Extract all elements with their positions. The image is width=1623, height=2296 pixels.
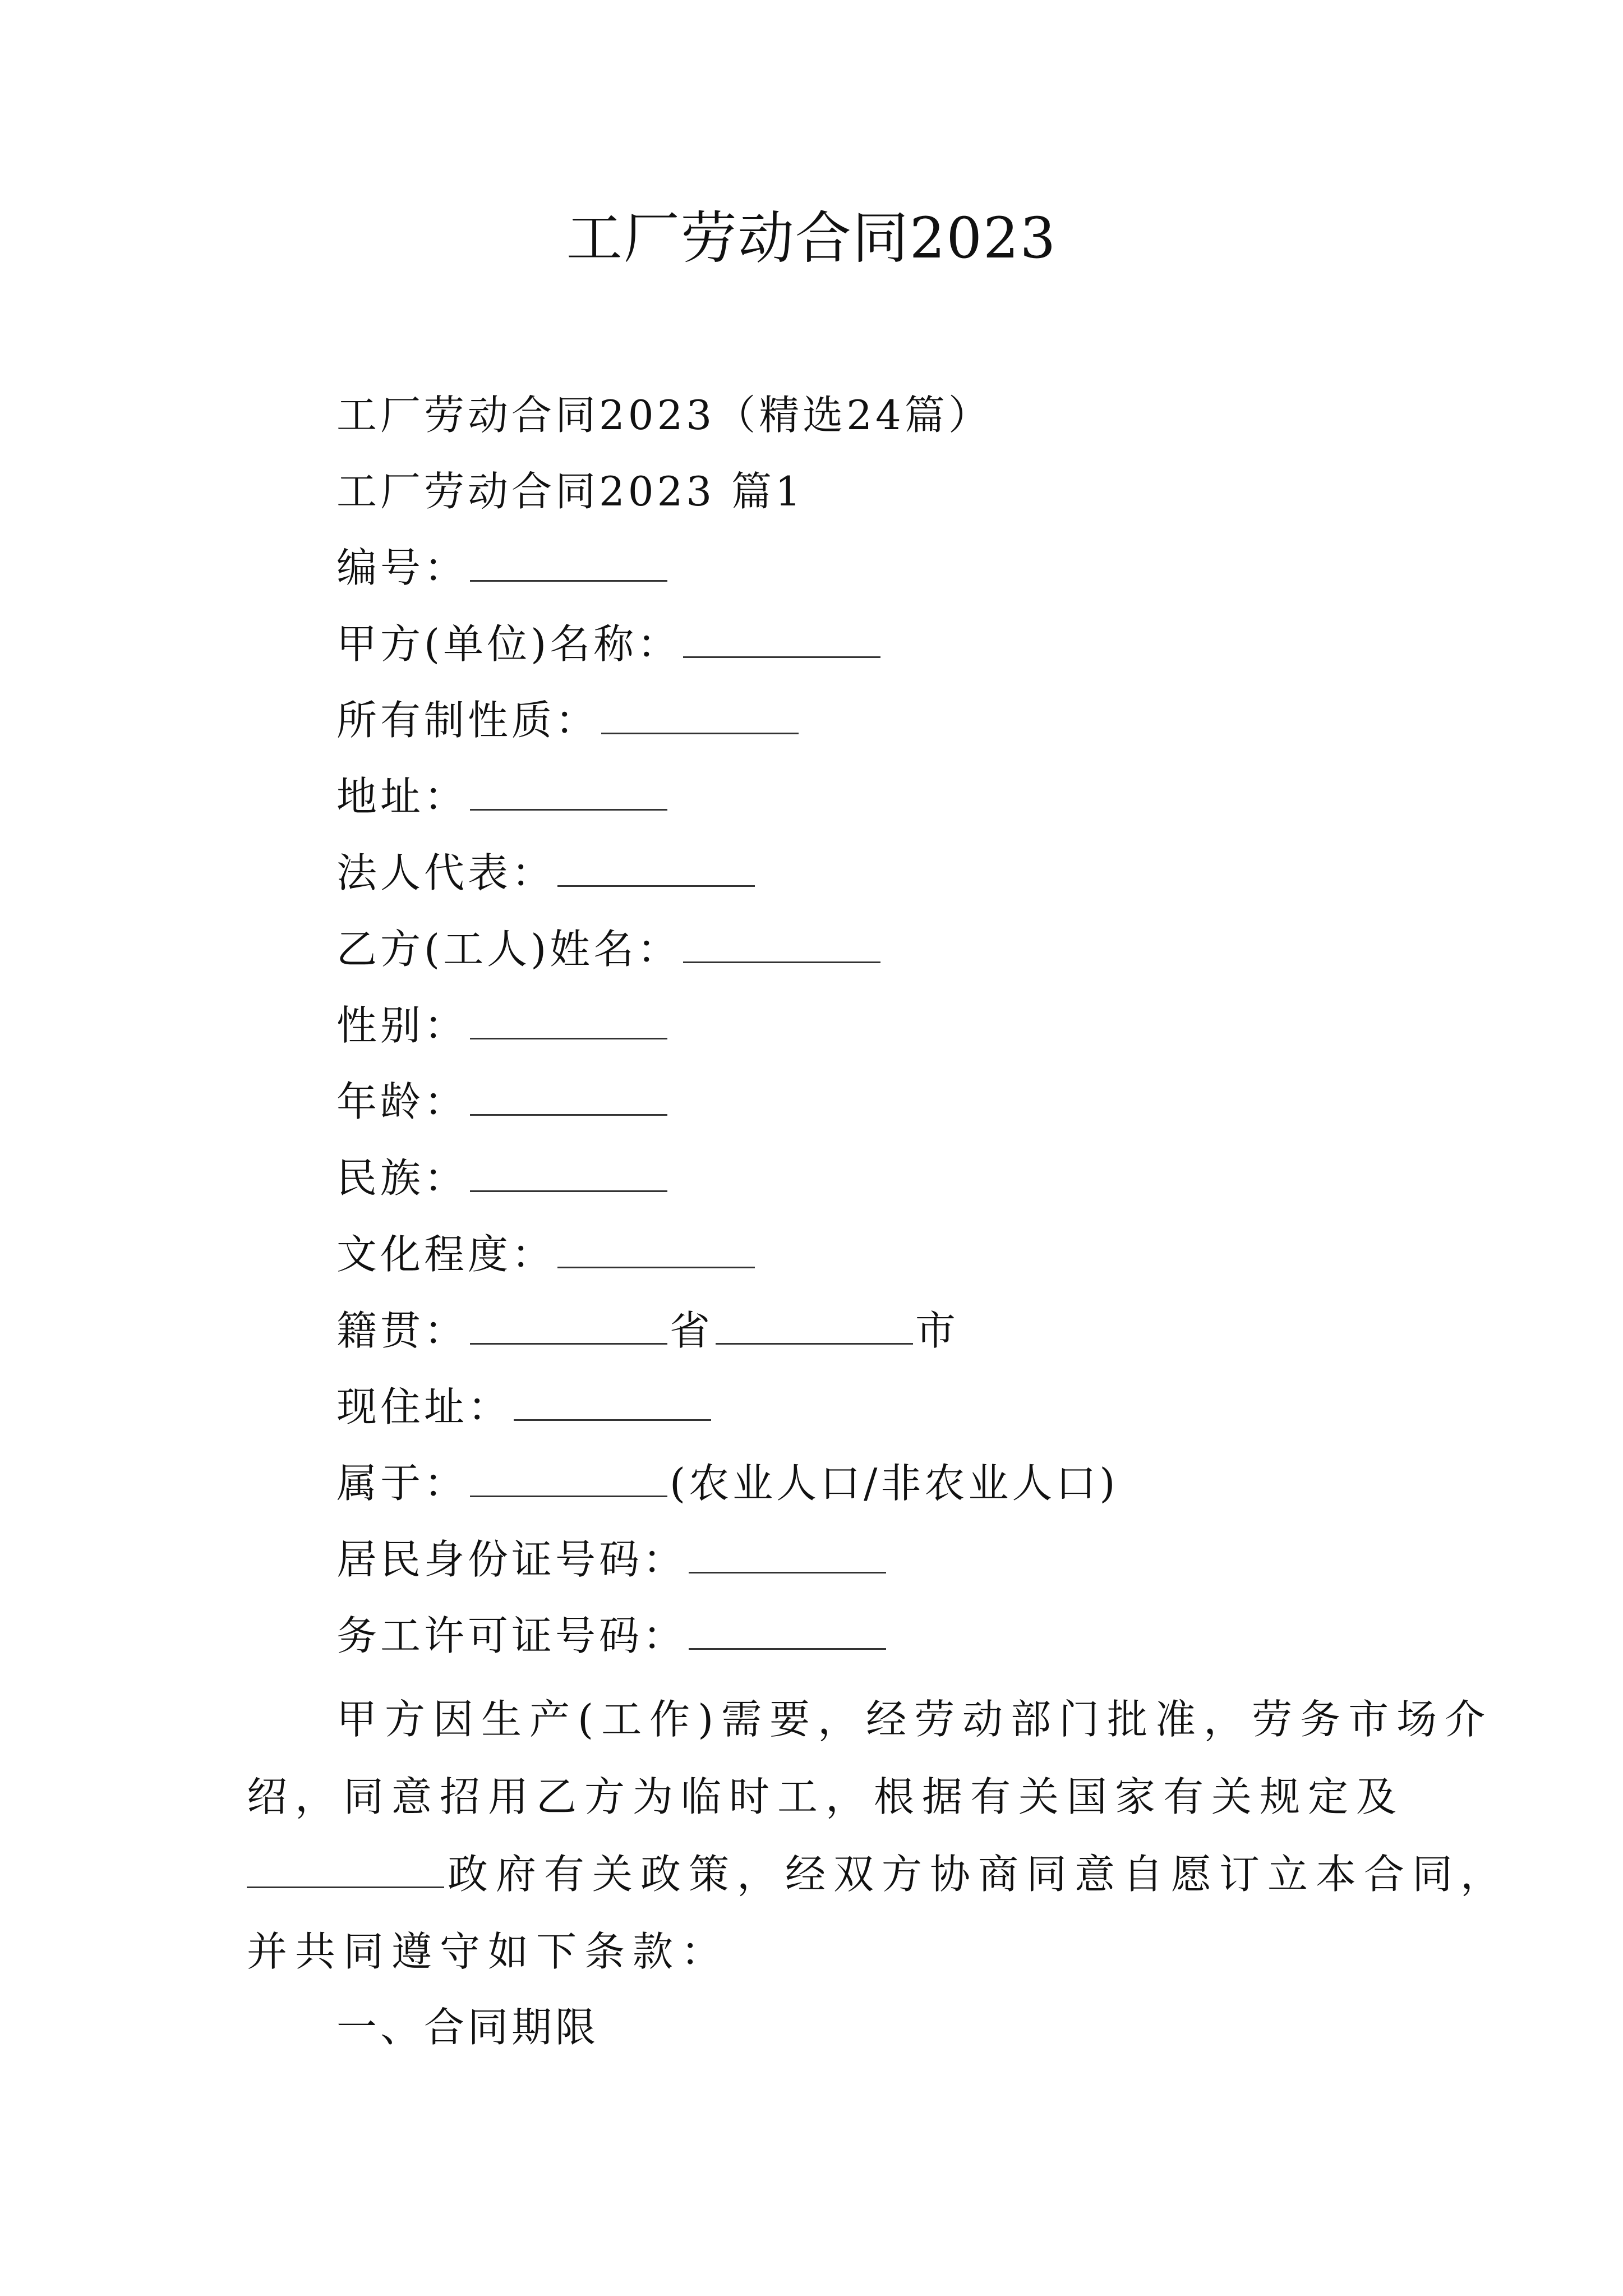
field-worker-name (336, 921, 883, 977)
field-employer-name (336, 616, 883, 672)
field-label: 务工许可证号码： (336, 1612, 687, 1659)
province-label: 省 (670, 1307, 714, 1354)
field-ownership (336, 692, 801, 748)
intro-paragraph (247, 1681, 1509, 1990)
field-label: 性别： (336, 1002, 468, 1049)
field-label: 甲方(单位)名称： (336, 620, 681, 668)
document-subtitle: 工厂劳动合同2023（精选24篇） (336, 392, 992, 439)
field-registration-type (336, 1455, 1118, 1511)
registration-options: (农业人口/非农业人口) (670, 1460, 1119, 1507)
fill-blank[interactable] (514, 1383, 711, 1421)
field-native-place (336, 1303, 959, 1359)
field-label: 所有制性质： (336, 697, 600, 744)
field-work-permit (336, 1608, 888, 1664)
fill-blank[interactable] (557, 1231, 755, 1268)
field-label: 籍贯： (336, 1307, 468, 1354)
fill-blank[interactable] (557, 849, 755, 887)
field-label: 现住址： (336, 1383, 512, 1430)
field-id-number (336, 1531, 888, 1588)
field-current-address (336, 1379, 713, 1435)
fill-blank[interactable] (689, 1612, 886, 1650)
city-label: 市 (915, 1307, 960, 1354)
fill-blank[interactable] (470, 544, 667, 582)
fill-blank[interactable] (601, 697, 799, 734)
paragraph-line: 甲方因生产(工作)需要，经劳动部门批准，劳务市场介 (336, 1696, 1493, 1743)
fill-blank[interactable] (470, 1002, 667, 1039)
field-education (336, 1226, 757, 1282)
field-label: 乙方(工人)姓名： (336, 926, 681, 973)
field-number (336, 540, 670, 596)
fill-blank[interactable] (683, 620, 880, 658)
field-label: 编号： (336, 544, 468, 591)
field-label: 法人代表： (336, 849, 556, 896)
fill-blank[interactable] (470, 1154, 667, 1192)
fill-blank[interactable] (683, 926, 880, 963)
paragraph-line: 并共同遵守如下条款： (247, 1928, 730, 1975)
paragraph-line-with-blank (247, 1835, 1509, 1913)
field-ethnicity (336, 1150, 670, 1206)
field-address (336, 769, 670, 825)
fill-blank-city[interactable] (716, 1307, 913, 1345)
fill-blank[interactable] (470, 773, 667, 811)
field-gender (336, 997, 670, 1053)
field-label: 地址： (336, 773, 468, 820)
field-label: 年龄： (336, 1078, 468, 1125)
document-title: 工厂劳动合同2023 (566, 205, 1057, 271)
fill-blank-province[interactable] (470, 1307, 667, 1345)
fill-blank[interactable] (470, 1078, 667, 1116)
section-heading: 工厂劳动合同2023 篇1 (336, 468, 804, 515)
field-label: 民族： (336, 1154, 468, 1202)
paragraph-line: 绍，同意招用乙方为临时工，根据有关国家有关规定及 (247, 1773, 1405, 1820)
field-label: 居民身份证号码： (336, 1536, 687, 1583)
fill-blank[interactable] (689, 1536, 886, 1573)
fill-blank[interactable] (470, 1460, 667, 1497)
field-age (336, 1074, 670, 1130)
field-legal-rep (336, 845, 757, 901)
fill-blank[interactable] (247, 1851, 444, 1888)
paragraph-text: 政府有关政策，经双方协商同意自愿订立本合同， (448, 1851, 1509, 1898)
field-label: 属于： (336, 1460, 468, 1507)
clause-heading: 一、合同期限 (336, 2004, 600, 2051)
field-label: 文化程度： (336, 1231, 556, 1278)
